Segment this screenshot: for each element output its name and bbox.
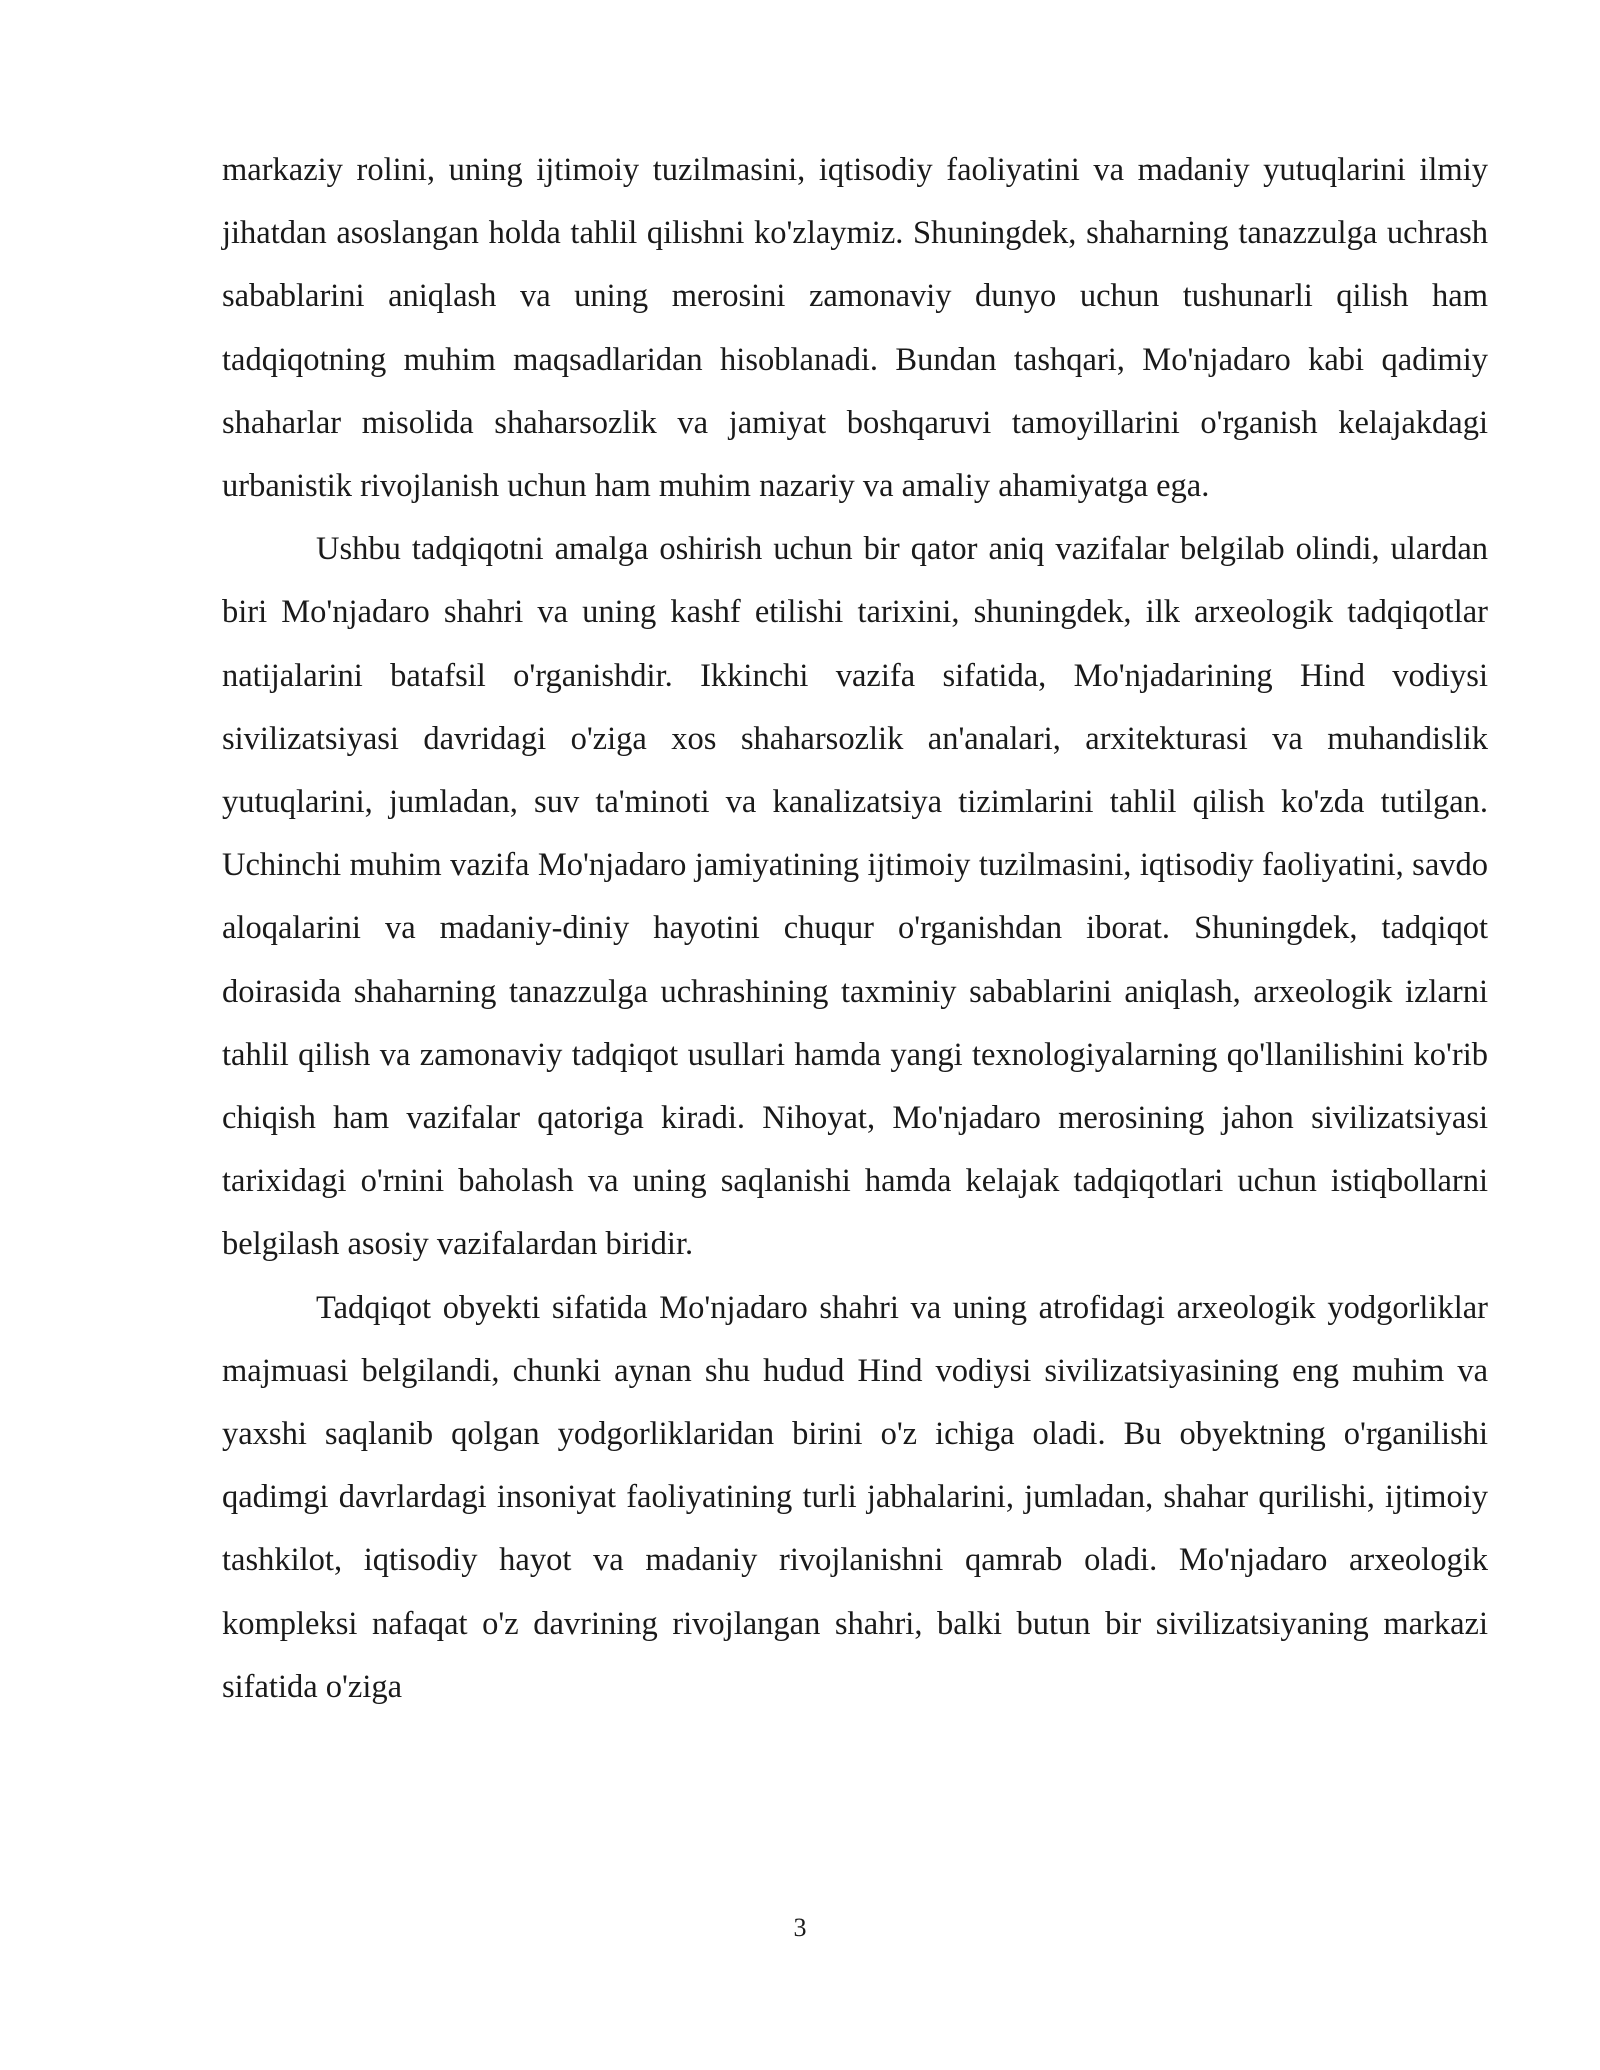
page-number: 3	[793, 1913, 807, 1942]
document-body	[222, 139, 1488, 1719]
paragraph-tasks: Ushbu tadqiqotni amalga oshirish uchun bir qator aniq vazifalar belgilab olindi, ulardan biri Mo'njadaro shahri va uning kashf etilishi tarixini, shuningdek, ilk arxeologik tadqiqotlar natijalarini batafsil o'rganishdir. Ikkinchi vazifa sifatida, Mo'njadarining Hind vodiysi sivilizatsiyasi davridagi o'ziga xos shaharsozlik an'analari, arxitekturasi va muhandislik yutuqlarini, jumladan, suv ta'minoti va kanalizatsiya tizimlarini tahlil qilish ko'zda tutilgan. Uchinchi muhim vazifa Mo'njadaro jamiyatining ijtimoiy tuzilmasini, iqtisodiy faoliyatini, savdo aloqalarini va madaniy-diniy hayotini chuqur o'rganishdan iborat. Shuningdek, tadqiqot doirasida shaharning tanazzulga uchrashining taxminiy sabablarini aniqlash, arxeologik izlarni tahlil qilish va zamonaviy tadqiqot usullari hamda yangi texnologiyalarning qo'llanilishini ko'rib chiqish ham vazifalar qatoriga kiradi. Nihoyat, Mo'njadaro merosining jahon sivilizatsiyasi tarixidagi o'rnini baholash va uning saqlanishi hamda kelajak tadqiqotlari uchun istiqbollarni belgilash asosiy vazifalardan biridir.	[222, 531, 1488, 1263]
paragraph-continuation: markaziy rolini, uning ijtimoiy tuzilmasini, iqtisodiy faoliyatini va madaniy yutuqlarini ilmiy jihatdan asoslangan holda tahlil qilishni ko'zlaymiz. Shuningdek, shaharning tanazzulga uchrash sabablarini aniqlash va uning merosini zamonaviy dunyo uchun tushunarli qilish ham tadqiqotning muhim maqsadlaridan hisoblanadi. Bundan tashqari, Mo'njadaro kabi qadimiy shaharlar misolida shaharsozlik va jamiyat boshqaruvi tamoyillarini o'rganish kelajakdagi urbanistik rivojlanish uchun ham muhim nazariy va amaliy ahamiyatga ega.	[222, 152, 1488, 505]
paragraph-research-object: Tadqiqot obyekti sifatida Mo'njadaro shahri va uning atrofidagi arxeologik yodgorliklar majmuasi belgilandi, chunki aynan shu hudud Hind vodiysi sivilizatsiyasining eng muhim va yaxshi saqlanib qolgan yodgorliklaridan birini o'z ichiga oladi. Bu obyektning o'rganilishi qadimgi davrlardagi insoniyat faoliyatining turli jabhalarini, jumladan, shahar qurilishi, ijtimoiy tashkilot, iqtisodiy hayot va madaniy rivojlanishni qamrab oladi. Mo'njadaro arxeologik kompleksi nafaqat o'z davrining rivojlangan shahri, balki butun bir sivilizatsiyaning markazi sifatida o'ziga	[222, 1289, 1488, 1705]
